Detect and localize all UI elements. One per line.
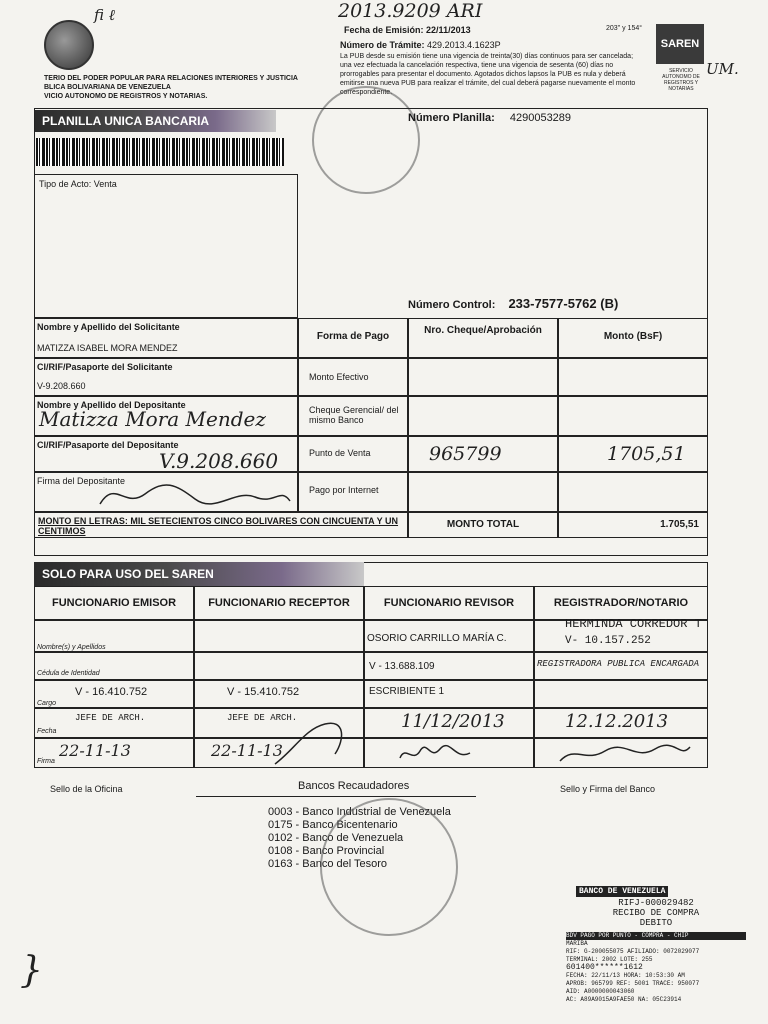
receptor-ci-cell	[194, 652, 364, 680]
internet-amount	[558, 472, 708, 512]
punto-venta-amount: 1705,51	[607, 443, 686, 465]
receptor-firma-cell	[194, 738, 364, 768]
efectivo-ref	[408, 358, 558, 396]
solicitante-value: MATIZZA ISABEL MORA MENDEZ	[37, 343, 178, 353]
revisor-fecha-cell	[364, 708, 534, 738]
bank-item: 0175 - Banco Bicentenario	[268, 819, 398, 831]
bank-item: 0102 - Banco de Venezuela	[268, 832, 404, 844]
notario-ci: V- 10.157.252	[565, 635, 651, 647]
col-cheque: Nro. Cheque/Aprobación	[408, 318, 558, 358]
ci-solicitante-value: V-9.208.660	[37, 381, 86, 391]
col-emisor: FUNCIONARIO EMISOR	[34, 586, 194, 620]
ci-solicitante-cell	[34, 358, 298, 396]
emisor-cargo-cell	[34, 680, 194, 708]
solicitante-cell	[34, 318, 298, 358]
punto-venta-ref: 965799	[429, 443, 502, 465]
row-label-cargo: Cargo	[37, 700, 57, 707]
emisor-ci-cell	[34, 652, 194, 680]
ministry-line-2: BLICA BOLIVARIANA DE VENEZUELA	[44, 84, 171, 91]
receptor-signature-icon	[265, 719, 355, 769]
col-receptor: FUNCIONARIO RECEPTOR	[194, 586, 364, 620]
row-cheque: Cheque Gerencial/ del mismo Banco	[298, 396, 408, 436]
notario-nombre: HERMINDA CORREDOR T	[565, 617, 702, 631]
issue-date	[344, 25, 471, 35]
monto-letras: MONTO EN LETRAS: MIL SETECIENTOS CINCO BOLIVARES CON CINCUENTA Y UN CENTIMOS	[34, 512, 408, 538]
margin-mark: }	[20, 950, 43, 991]
notario-nombre-cell	[534, 617, 708, 652]
revisor-nombre: OSORIO CARRILLO MARÍA C.	[364, 620, 534, 652]
revisor-firma-cell	[364, 738, 534, 768]
sello-banco: Sello y Firma del Banco	[560, 784, 656, 794]
receipt-lines	[566, 932, 746, 1004]
planilla-title: PLANILLA UNICA BANCARIA	[34, 110, 276, 132]
cheque-ref	[408, 396, 558, 436]
ci-depositante-label: CI/RIF/Pasaporte del Depositante	[37, 440, 179, 450]
receipt-line: 601400******1612	[566, 963, 643, 972]
row-internet: Pago por Internet	[298, 472, 408, 512]
handwritten-initials: UM.	[706, 60, 739, 78]
saren-subtitle: SERVICIO AUTONOMO DE REGISTROS Y NOTARIAS	[662, 68, 700, 92]
ci-solicitante-label: CI/RIF/Pasaporte del Solicitante	[37, 362, 173, 372]
handwritten-mark: ﬁ ℓ	[94, 6, 116, 24]
tramite-value: 429.2013.4.1623P	[427, 40, 501, 50]
firma-depositante-label: Firma del Depositante	[37, 476, 126, 486]
sello-oficina: Sello de la Oficina	[50, 784, 123, 794]
emisor-firma-cell	[34, 738, 194, 768]
ministry-line-1: TERIO DEL PODER POPULAR PARA RELACIONES INTERIORES Y JUSTICIA	[44, 75, 298, 82]
issue-date-label: Fecha de Emisión:	[344, 25, 424, 35]
receipt-line: FECHA: 22/11/13 HORA: 10:53:30 AM	[566, 972, 685, 979]
receipt-line: RIF: G-200055075 AFILIADO: 0072029077	[566, 948, 700, 955]
emisor-ci: V - 16.410.752	[75, 686, 148, 698]
col-monto: Monto (BsF)	[558, 318, 708, 358]
receipt-line: APROB: 965799 REF: 5001 TRACE: 950077	[566, 980, 700, 987]
receipt-line: BDV PAGO POR PUNTO - COMPRA - CHIP	[566, 932, 746, 940]
punto-venta-ref-cell	[408, 436, 558, 472]
efectivo-amount	[558, 358, 708, 396]
receipt-line: AID: A0000000043060	[566, 988, 635, 995]
receipt-line: TERMINAL: 2002 LOTE: 255	[566, 956, 653, 963]
revisor-signature-icon	[395, 743, 475, 765]
receptor-cargo-cell	[194, 680, 364, 708]
notario-fecha: 12.12.2013	[565, 711, 669, 732]
planilla-number-value: 4290053289	[509, 112, 572, 124]
depositante-cell	[34, 396, 298, 436]
receipt-title: RECIBO DE COMPRA	[612, 908, 700, 918]
bancos-title: Bancos Recaudadores	[298, 780, 410, 792]
depositante-label: Nombre y Apellido del Depositante	[37, 400, 186, 410]
bank-item: 0163 - Banco del Tesoro	[268, 858, 388, 870]
receptor-cargo: JEFE DE ARCH.	[227, 713, 298, 723]
receptor-ci: V - 15.410.752	[227, 686, 300, 698]
receipt-line: AC: A89A9015A9FAE50 NA: 05C23914	[566, 996, 682, 1003]
row-label-nombre: Nombre(s) y Apellidos	[37, 644, 106, 651]
control-number-value: 233-7577-5762 (B)	[508, 296, 619, 311]
col-notario: REGISTRADOR/NOTARIO	[534, 586, 708, 620]
emisor-fecha-cell	[34, 708, 194, 738]
footer-line	[196, 796, 476, 797]
receptor-nombre-cell	[194, 620, 364, 652]
monto-total-value: 1.705,51	[558, 512, 708, 538]
solicitante-label: Nombre y Apellido del Solicitante	[37, 322, 180, 332]
issue-date-value: 22/11/2013	[426, 25, 471, 35]
saren-title: SOLO PARA USO DEL SAREN	[34, 562, 364, 586]
row-efectivo: Monto Efectivo	[298, 358, 408, 396]
notario-fecha-cell	[534, 708, 708, 738]
punto-venta-amount-cell	[558, 436, 708, 472]
bank-receipt	[566, 880, 746, 1024]
revisor-fecha: 11/12/2013	[401, 711, 505, 732]
receptor-fecha: 22-11-13	[211, 741, 283, 760]
bank-item: 0108 - Banco Provincial	[268, 845, 385, 857]
firma-depositante-cell	[34, 472, 298, 512]
row-label-cedula: Cédula de Identidad	[37, 670, 100, 677]
control-number-label: Número Control:	[408, 299, 496, 311]
control-number	[408, 296, 618, 311]
ministry-emblem-icon	[44, 20, 94, 70]
planilla-number-label: Número Planilla:	[408, 112, 495, 124]
revisor-ci: V - 13.688.109	[364, 652, 534, 680]
row-punto-venta: Punto de Venta	[298, 436, 408, 472]
tipo-acto: Tipo de Acto: Venta	[39, 179, 117, 189]
ministry-header	[44, 74, 334, 101]
receipt-bank: BANCO DE VENEZUELA	[576, 886, 668, 897]
tramite-label: Número de Trámite:	[340, 40, 425, 50]
monto-total-label: MONTO TOTAL	[408, 512, 558, 538]
receipt-sub: DEBITO	[639, 918, 673, 928]
ministry-line-3: VICIO AUTONOMO DE REGISTROS Y NOTARIAS.	[44, 93, 208, 100]
notario-firma-cell	[534, 738, 708, 768]
saren-logo: SAREN	[656, 24, 704, 64]
notario-cargo-cell	[534, 680, 708, 708]
col-revisor: FUNCIONARIO REVISOR	[364, 586, 534, 620]
cheque-amount	[558, 396, 708, 436]
emisor-nombre-cell	[34, 620, 194, 652]
notario-signature-icon	[555, 741, 695, 767]
ci-depositante-handwritten: V.9.208.660	[159, 449, 279, 473]
pub-notice: La PUB desde su emisión tiene una vigencia de treinta(30) días continuos para ser cancelada; una vez efectuada la cancelación respectiva, tiene una vigencia de sesenta (60) días no prorrogables para presentar el documento. Agotados dichos lapsos la PUB es nula y deberá emitirse una nueva PUB para realizar el trámite, del cual deberá pagarse nuevamente el monto correspondiente.	[340, 53, 636, 96]
receipt-rif: RIFJ-000029482	[618, 898, 694, 908]
tramite-number	[340, 40, 501, 50]
emisor-cargo: JEFE DE ARCH.	[75, 713, 146, 723]
form-code: 203" y 154°	[606, 25, 643, 32]
tipo-acto-box	[34, 174, 298, 318]
handwritten-reference: 2013.9209 ARI	[338, 0, 483, 22]
col-forma-pago: Forma de Pago	[298, 318, 408, 358]
internet-ref	[408, 472, 558, 512]
emisor-fecha: 22-11-13	[59, 741, 131, 760]
notario-cargo: REGISTRADORA PUBLICA ENCARGADA	[534, 652, 708, 680]
depositor-signature-icon	[95, 479, 295, 511]
depositante-handwritten: Matizza Mora Mendez	[39, 407, 266, 431]
receipt-line: MARIBA	[566, 940, 588, 947]
bottom-stamp-icon	[320, 798, 458, 936]
row-label-fecha: Fecha	[37, 728, 57, 735]
revisor-cargo: ESCRIBIENTE 1	[364, 680, 534, 708]
row-label-firma: Firma	[37, 758, 55, 765]
ci-depositante-cell	[34, 436, 298, 472]
bank-item: 0003 - Banco Industrial de Venezuela	[268, 806, 451, 818]
